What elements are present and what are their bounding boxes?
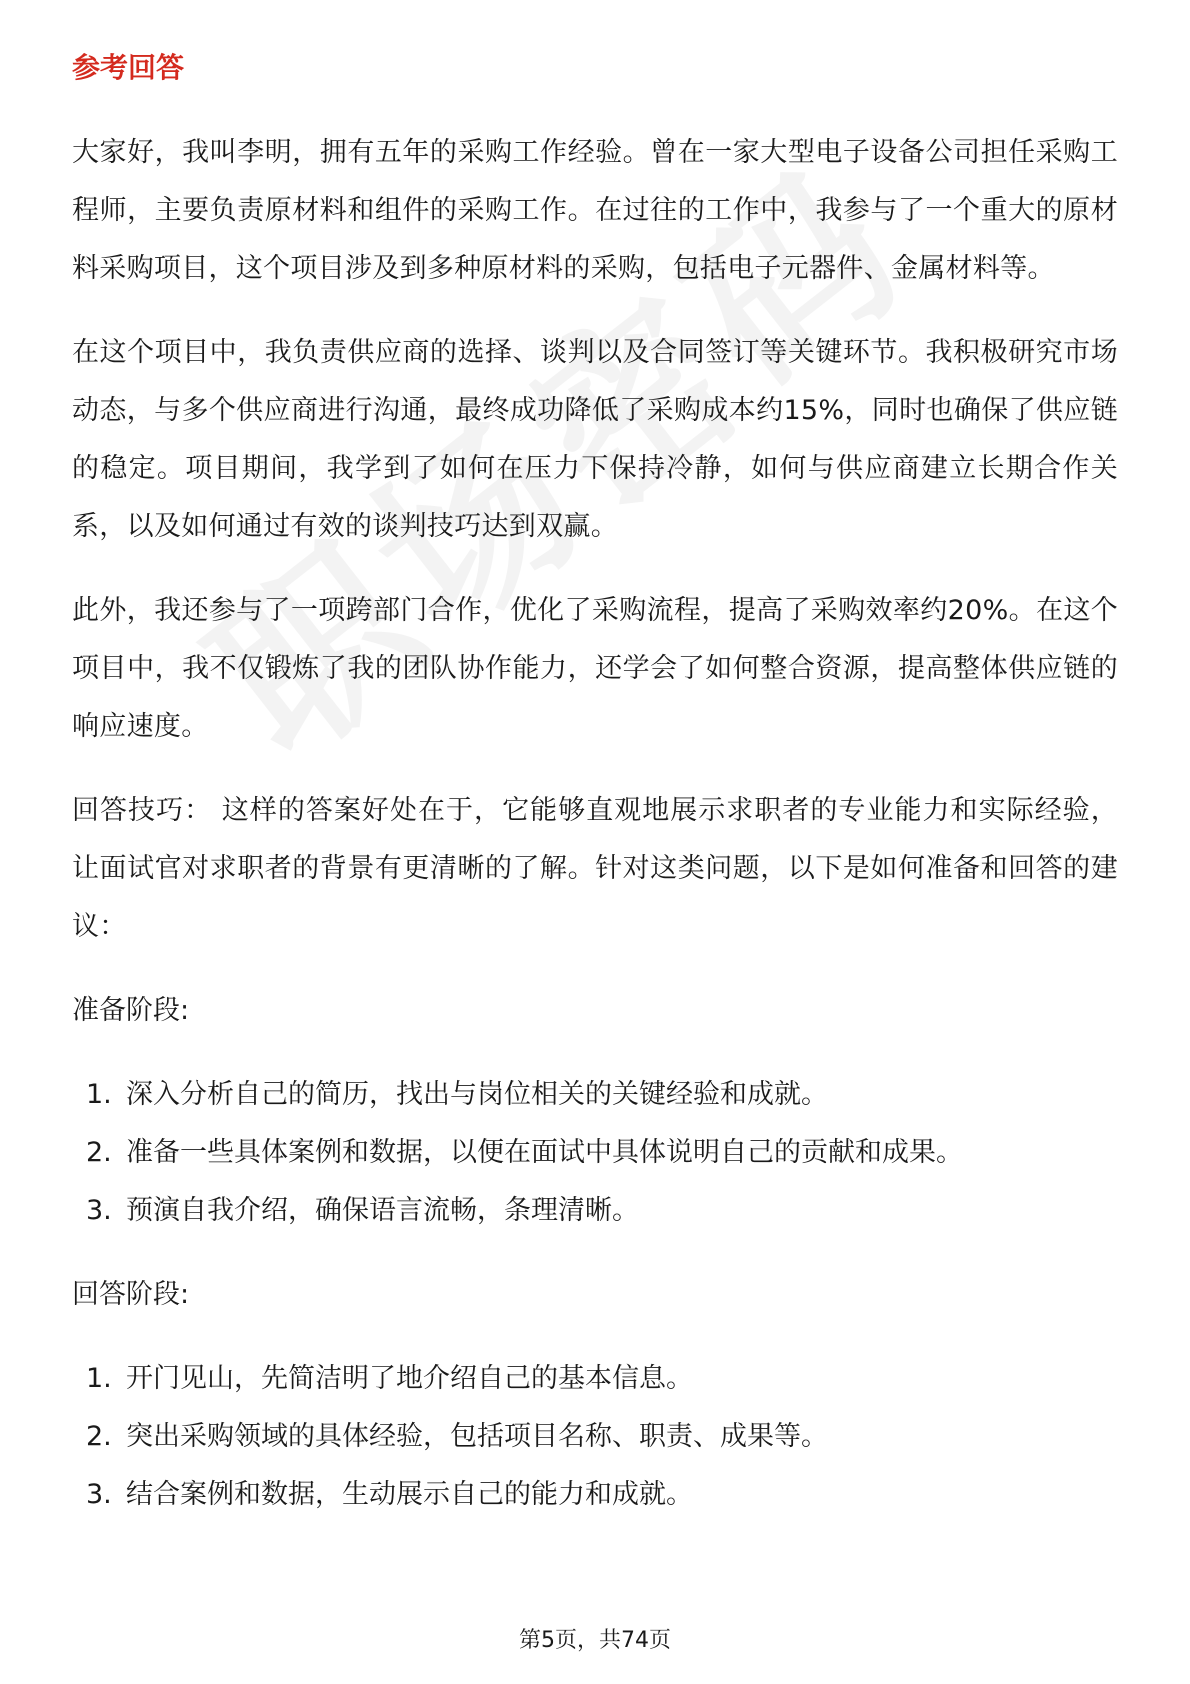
paragraph-intro: 大家好，我叫李明，拥有五年的采购工作经验。曾在一家大型电子设备公司担任采购工程师，主要负责原材料和组件的采购工作。在过往的工作中，我参与了一个重大的原材料采购项目，这个项目涉及到多种原材料的采购，包括电子元器件、金属材料等。 — [72, 137, 1118, 284]
answer-stage-list — [72, 1350, 1118, 1524]
list-text: 开门见山，先简洁明了地介绍自己的基本信息。 — [126, 1363, 693, 1394]
page-content — [72, 48, 1118, 1550]
list-item — [72, 1066, 1118, 1124]
prep-stage-label: 准备阶段: — [72, 995, 190, 1026]
list-number: 1. — [86, 1079, 112, 1110]
list-number: 3. — [86, 1195, 112, 1226]
list-number: 3. — [86, 1479, 112, 1510]
list-number: 1. — [86, 1363, 112, 1394]
list-text: 准备一些具体案例和数据，以便在面试中具体说明自己的贡献和成果。 — [126, 1137, 963, 1168]
list-text: 突出采购领域的具体经验，包括项目名称、职责、成果等。 — [126, 1421, 828, 1452]
list-item — [72, 1182, 1118, 1240]
paragraph-tips: 回答技巧： 这样的答案好处在于，它能够直观地展示求职者的专业能力和实际经验，让面试官对求职者的背景有更清晰的了解。针对这类问题，以下是如何准备和回答的建议： — [72, 795, 1118, 942]
list-item — [72, 1466, 1118, 1524]
list-text: 深入分析自己的简历，找出与岗位相关的关键经验和成就。 — [126, 1079, 828, 1110]
answer-stage-label: 回答阶段: — [72, 1279, 190, 1310]
list-item — [72, 1124, 1118, 1182]
list-number: 2. — [86, 1137, 112, 1168]
page-number: 第5页，共74页 — [519, 1628, 671, 1653]
list-item — [72, 1408, 1118, 1466]
paragraph-project: 在这个项目中，我负责供应商的选择、谈判以及合同签订等关键环节。我积极研究市场动态，与多个供应商进行沟通，最终成功降低了采购成本约15%，同时也确保了供应链的稳定。项目期间，我学到了如何在压力下保持冷静，如何与供应商建立长期合作关系，以及如何通过有效的谈判技巧达到双赢。 — [72, 337, 1118, 542]
list-number: 2. — [86, 1421, 112, 1452]
paragraph-collaboration: 此外，我还参与了一项跨部门合作，优化了采购流程，提高了采购效率约20%。在这个项目中，我不仅锻炼了我的团队协作能力，还学会了如何整合资源，提高整体供应链的响应速度。 — [72, 595, 1118, 742]
list-text: 结合案例和数据，生动展示自己的能力和成就。 — [126, 1479, 693, 1510]
list-text: 预演自我介绍，确保语言流畅，条理清晰。 — [126, 1195, 639, 1226]
list-item — [72, 1350, 1118, 1408]
section-heading: 参考回答 — [72, 51, 185, 84]
prep-stage-list — [72, 1066, 1118, 1240]
